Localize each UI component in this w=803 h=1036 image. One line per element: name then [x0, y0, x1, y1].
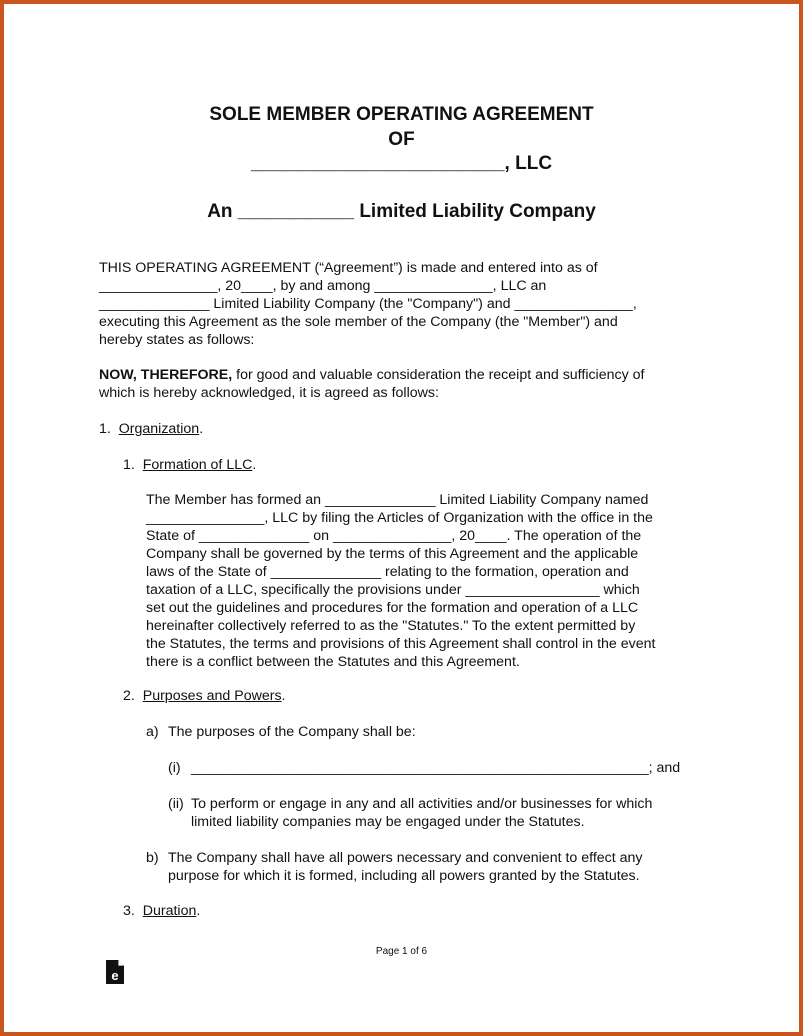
formation-line: State of ______________ on _______________, 20____. The operation of the [146, 528, 642, 544]
title-line-2: OF [388, 129, 415, 150]
formation-line: taxation of a LLC, specifically the provisions under _________________ which [146, 582, 640, 598]
formation-line: The Member has formed an ______________ Limited Liability Company named [146, 492, 649, 508]
item-ii-label: (ii) [168, 796, 184, 812]
intro-line: THIS OPERATING AGREEMENT (“Agreement”) is made and entered into as of [99, 260, 598, 276]
document-subtitle: An ___________ Limited Liability Company [207, 201, 596, 222]
section-1-title: Organization [118, 421, 200, 437]
formation-line: the Statutes, the terms and provisions of this Agreement shall control in the event [146, 636, 656, 652]
period: . [196, 903, 201, 919]
item-ii-line: limited liability companies may be engaged under the Statutes. [191, 814, 585, 830]
svg-text:e: e [111, 968, 119, 983]
section-1-number: 1. [99, 421, 111, 437]
title-line-3: ________________________, LLC [250, 153, 553, 174]
item-b-line: purpose for which it is formed, including all powers granted by the Statutes. [168, 868, 640, 884]
intro-line: ______________ Limited Liability Company (the "Company") and _______________, [99, 296, 637, 312]
period: . [199, 421, 204, 437]
subsection-2-title: Purposes and Powers [142, 688, 282, 704]
subsection-3-heading [123, 902, 200, 920]
formation-line: set out the guidelines and procedures for the formation and operation of a LLC [146, 600, 639, 616]
item-a-text: The purposes of the Company shall be: [168, 724, 416, 740]
subsection-3-number: 3. [123, 903, 135, 919]
title-line-1: SOLE MEMBER OPERATING AGREEMENT [209, 104, 594, 125]
document-page [4, 4, 799, 1032]
item-a-label: a) [146, 724, 159, 740]
item-b-line: The Company shall have all powers necessary and convenient to effect any [168, 850, 643, 866]
item-i-text: __________________________________________________________; and [191, 760, 681, 776]
intro-line: hereby states as follows: [99, 332, 255, 348]
subsection-2-number: 2. [123, 688, 135, 704]
formation-line: hereinafter collectively referred to as the "Statutes." To the extent permitted by [146, 618, 636, 634]
item-b-label: b) [146, 850, 159, 866]
formation-line: Company shall be governed by the terms of this Agreement and the applicable [146, 546, 639, 562]
page-number: Page 1 of 6 [375, 946, 428, 957]
section-1-heading [99, 420, 203, 438]
intro-line: executing this Agreement as the sole member of the Company (the "Member") and [99, 314, 618, 330]
subsection-2-heading [123, 687, 286, 705]
subsection-1-number: 1. [123, 457, 135, 473]
item-i-label: (i) [168, 760, 181, 776]
subsection-1-heading [123, 456, 256, 474]
intro-line: _______________, 20____, by and among _______________, LLC an [99, 278, 547, 294]
period: . [252, 457, 257, 473]
now-therefore-bold: NOW, THEREFORE, [99, 367, 233, 383]
formation-line: laws of the State of ______________ relating to the formation, operation and [146, 564, 629, 580]
now-therefore-line [99, 366, 644, 384]
item-ii-line: To perform or engage in any and all activities and/or businesses for which [191, 796, 653, 812]
now-therefore-line-2: which is hereby acknowledged, it is agreed as follows: [99, 385, 439, 401]
subsection-3-title: Duration [142, 903, 197, 919]
formation-line: there is a conflict between the Statutes and this Agreement. [146, 654, 520, 670]
formation-line: _______________, LLC by filing the Articles of Organization with the office in the [146, 510, 653, 526]
eforms-logo-icon [105, 959, 125, 985]
now-therefore-text: for good and valuable consideration the receipt and sufficiency of [232, 367, 645, 383]
subsection-1-title: Formation of LLC [142, 457, 253, 473]
period: . [281, 688, 286, 704]
